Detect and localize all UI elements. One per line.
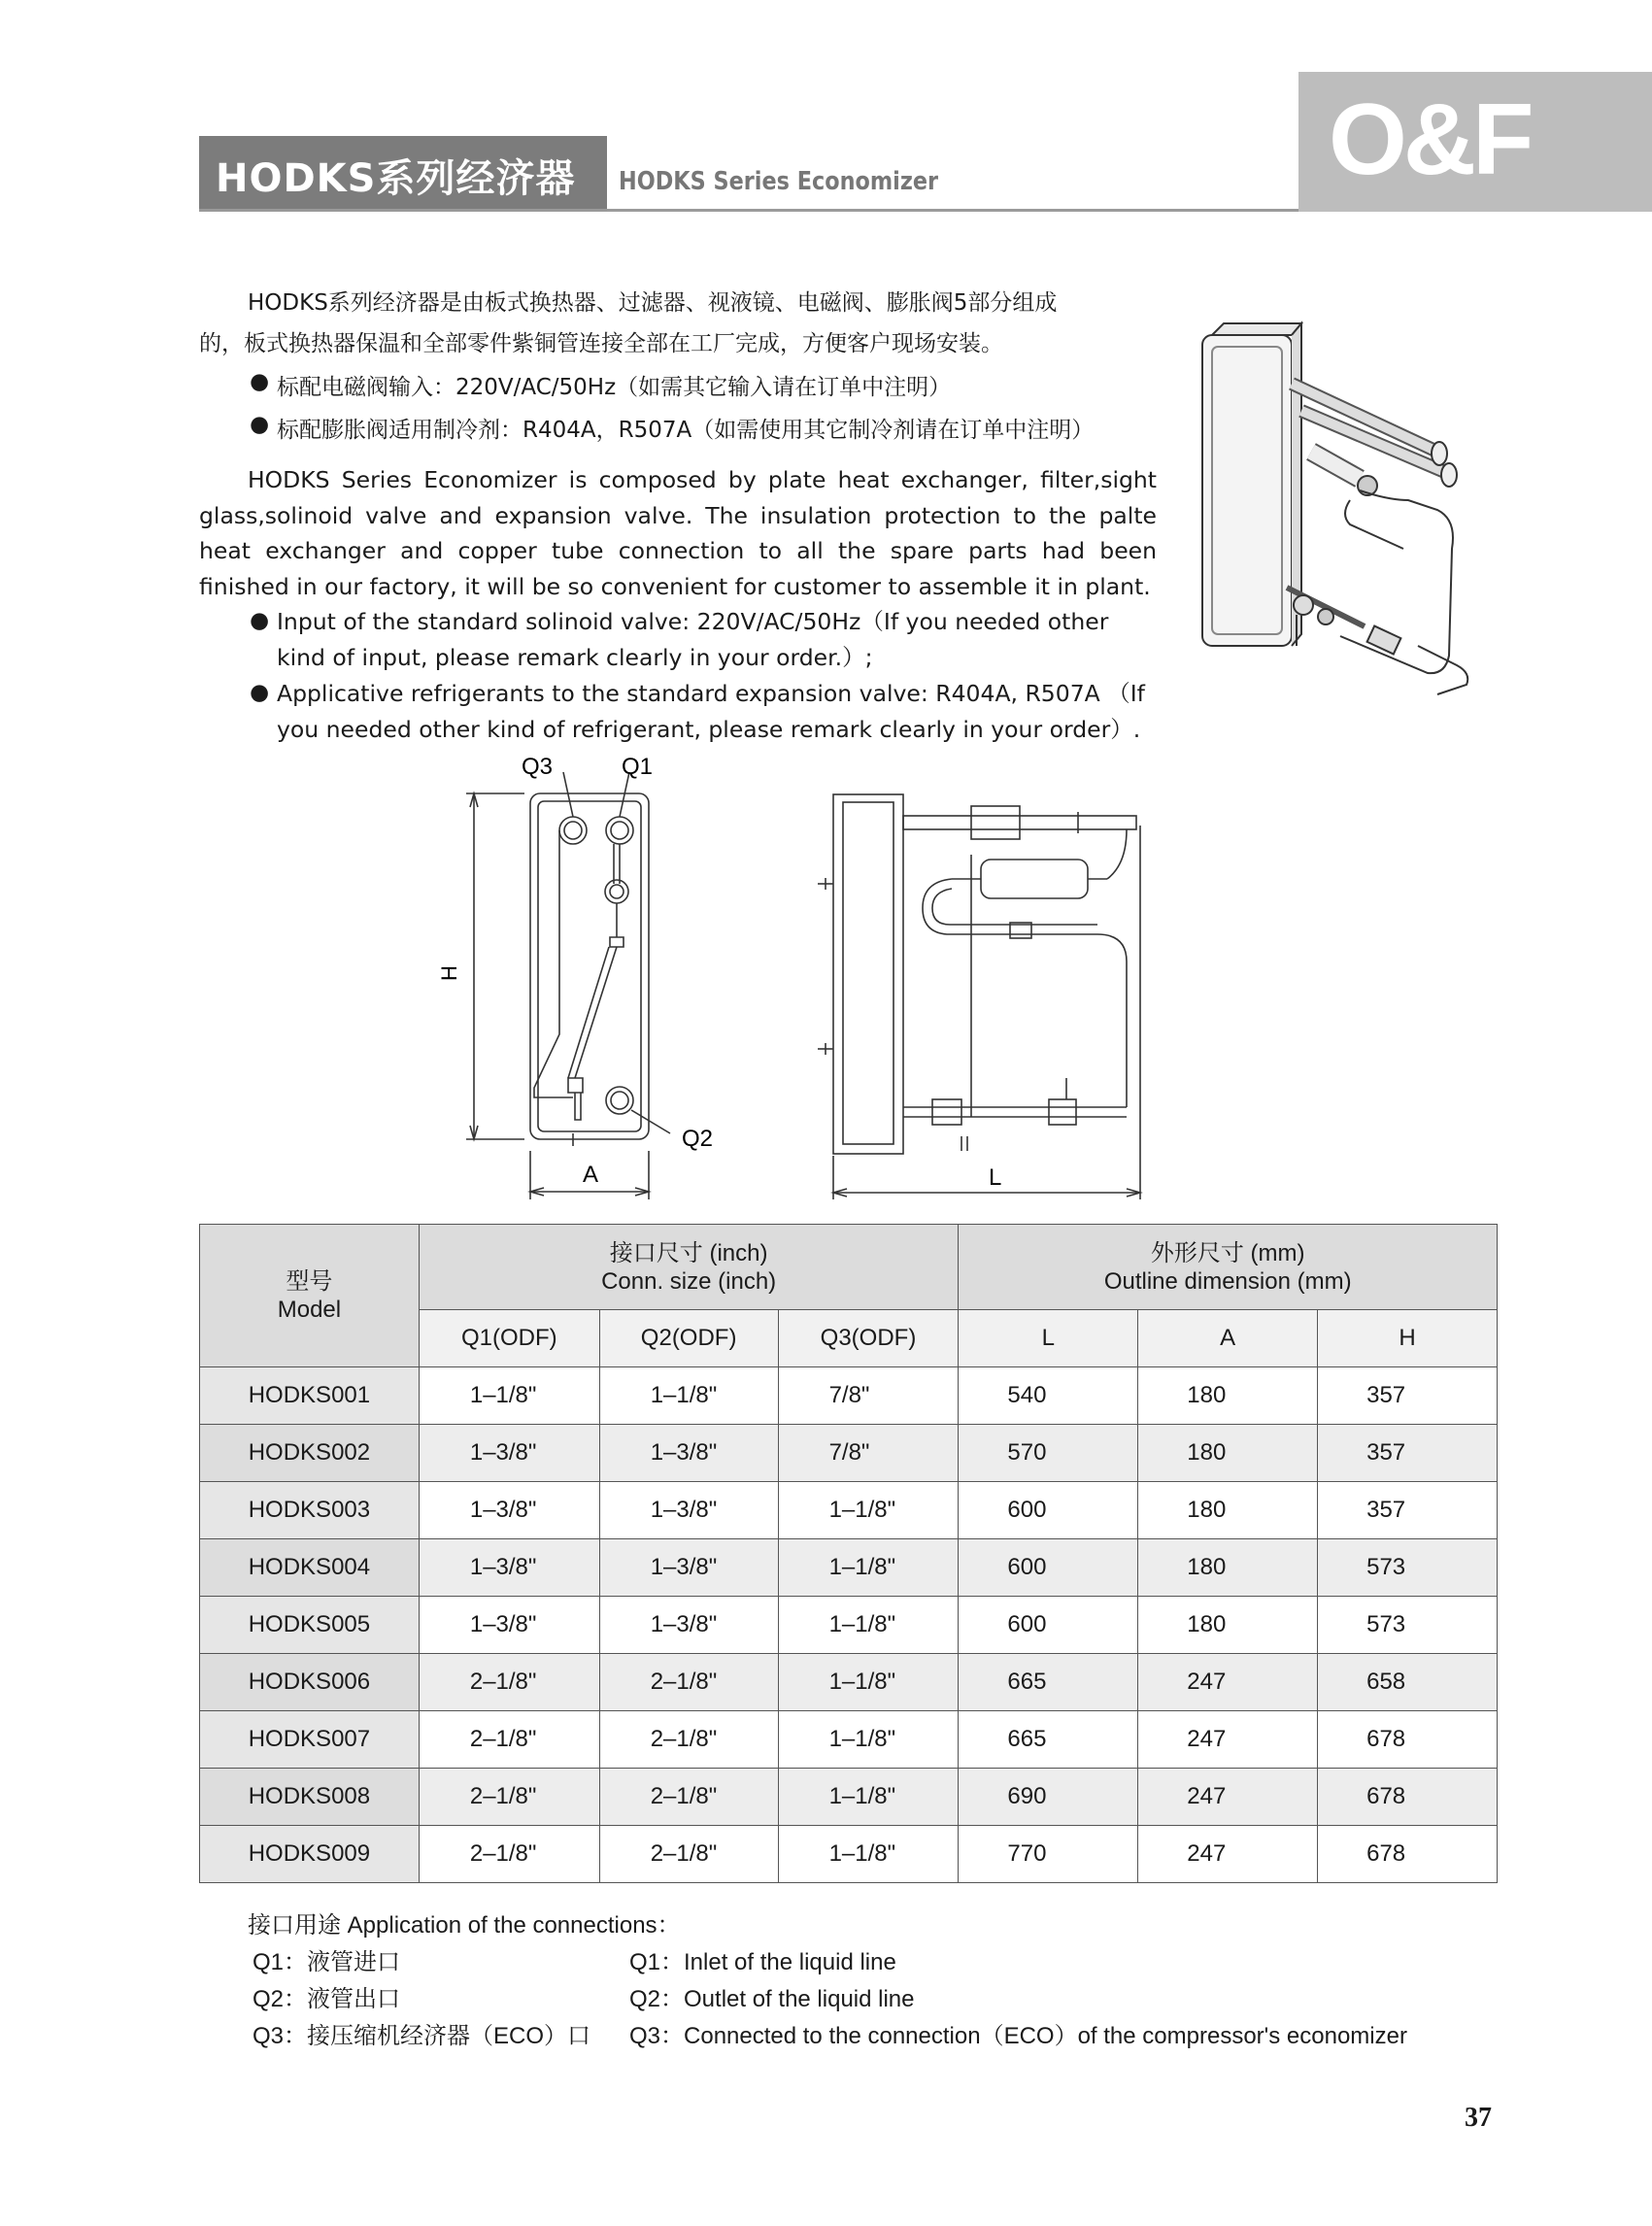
intro-zh-line2: 的，板式换热器保温和全部零件紫铜管连接全部在工厂完成，方便客户现场安装。 bbox=[199, 331, 1003, 356]
table-row bbox=[200, 1482, 1498, 1539]
cell-h: 357 bbox=[1318, 1367, 1498, 1425]
connection-q3-en: Q3：Connected to the connection（ECO）of the compressor's economizer bbox=[629, 2023, 1407, 2049]
header-outline-en: Outline dimension (mm) bbox=[1103, 1267, 1352, 1295]
cell-q2: 1–1/8" bbox=[599, 1367, 778, 1425]
label-h: H bbox=[437, 965, 461, 981]
page-title: HODKS系列经济器 bbox=[216, 156, 576, 201]
cell-q2: 1–3/8" bbox=[599, 1539, 778, 1597]
label-q3: Q3 bbox=[522, 754, 554, 780]
cell-model: HODKS005 bbox=[200, 1597, 420, 1654]
cell-l: 570 bbox=[959, 1425, 1138, 1482]
cell-a: 180 bbox=[1138, 1425, 1318, 1482]
intro-en-bullet-2: Applicative refrigerants to the standard expansion valve: R404A, R507A （If you needed other kind of refrigerant, please remark clearly in your order）. bbox=[277, 680, 1145, 743]
connection-q2-zh: Q2：液管出口 bbox=[253, 1986, 401, 2012]
cell-model: HODKS009 bbox=[200, 1826, 420, 1883]
subheader-q3: Q3(ODF) bbox=[778, 1310, 959, 1367]
table-row bbox=[200, 1597, 1498, 1654]
cell-q3: 7/8" bbox=[778, 1425, 959, 1482]
cell-q3: 1–1/8" bbox=[778, 1826, 959, 1883]
cell-q3: 1–1/8" bbox=[778, 1769, 959, 1826]
label-q2: Q2 bbox=[682, 1126, 714, 1152]
table-row bbox=[200, 1654, 1498, 1711]
connection-q1-zh: Q1：液管进口 bbox=[253, 1949, 401, 1975]
page-number: 37 bbox=[1465, 2103, 1492, 2133]
cell-h: 357 bbox=[1318, 1482, 1498, 1539]
cell-q3: 1–1/8" bbox=[778, 1711, 959, 1769]
header-model-en: Model bbox=[277, 1297, 342, 1323]
table-row bbox=[200, 1367, 1498, 1425]
cell-q1: 1–3/8" bbox=[419, 1482, 599, 1539]
cell-l: 600 bbox=[959, 1597, 1138, 1654]
cell-l: 770 bbox=[959, 1826, 1138, 1883]
cell-h: 573 bbox=[1318, 1539, 1498, 1597]
cell-q3: 7/8" bbox=[778, 1367, 959, 1425]
table-row bbox=[200, 1826, 1498, 1883]
bullet-dot-icon: ● bbox=[250, 608, 270, 633]
subheader-q1: Q1(ODF) bbox=[419, 1310, 599, 1367]
header-outline-zh: 外形尺寸 (mm) bbox=[1150, 1239, 1305, 1266]
cell-model: HODKS003 bbox=[200, 1482, 420, 1539]
cell-q2: 2–1/8" bbox=[599, 1711, 778, 1769]
cell-a: 247 bbox=[1138, 1769, 1318, 1826]
spec-table-body bbox=[200, 1367, 1498, 1883]
intro-en-text: HODKS Series Economizer is composed by plate heat exchanger, filter,sight glass,solinoid valve and expansion valve. The insulation protection to the palte heat exchanger and copper tube connection to all the spare parts had been finished in our factory, it will be so convenient for customer to assemble it in plant. bbox=[199, 466, 1157, 600]
cell-a: 180 bbox=[1138, 1539, 1318, 1597]
cell-q1: 1–3/8" bbox=[419, 1539, 599, 1597]
cell-q1: 1–3/8" bbox=[419, 1425, 599, 1482]
subheader-h: H bbox=[1318, 1310, 1498, 1367]
cell-h: 678 bbox=[1318, 1826, 1498, 1883]
spec-table bbox=[199, 1224, 1498, 1883]
table-header-row bbox=[200, 1225, 1498, 1310]
front-view-drawing bbox=[427, 753, 738, 1209]
cell-model: HODKS007 bbox=[200, 1711, 420, 1769]
cell-a: 180 bbox=[1138, 1367, 1318, 1425]
table-row bbox=[200, 1539, 1498, 1597]
intro-en-paragraph bbox=[199, 462, 1157, 604]
header-model-zh: 型号 bbox=[286, 1268, 333, 1295]
cell-model: HODKS004 bbox=[200, 1539, 420, 1597]
intro-zh-bullet-2: 标配膨胀阀适用制冷剂：R404A，R507A（如需使用其它制冷剂请在订单中注明） bbox=[277, 418, 1095, 443]
cell-l: 600 bbox=[959, 1539, 1138, 1597]
cell-q3: 1–1/8" bbox=[778, 1482, 959, 1539]
cell-q1: 2–1/8" bbox=[419, 1654, 599, 1711]
table-row bbox=[200, 1425, 1498, 1482]
intro-zh-line1: HODKS系列经济器是由板式换热器、过滤器、视液镜、电磁阀、膨胀阀5部分组成 bbox=[248, 290, 1058, 316]
cell-h: 658 bbox=[1318, 1654, 1498, 1711]
subheader-q2: Q2(ODF) bbox=[599, 1310, 778, 1367]
cell-q3: 1–1/8" bbox=[778, 1597, 959, 1654]
side-view-drawing bbox=[816, 787, 1175, 1204]
table-row bbox=[200, 1711, 1498, 1769]
cell-l: 540 bbox=[959, 1367, 1138, 1425]
connection-q1-en: Q1：Inlet of the liquid line bbox=[629, 1949, 896, 1975]
label-l: L bbox=[989, 1164, 1002, 1191]
header-conn-zh: 接口尺寸 (inch) bbox=[609, 1239, 768, 1266]
cell-a: 247 bbox=[1138, 1711, 1318, 1769]
header-conn-en: Conn. size (inch) bbox=[601, 1267, 777, 1295]
cell-q1: 2–1/8" bbox=[419, 1769, 599, 1826]
cell-q3: 1–1/8" bbox=[778, 1654, 959, 1711]
subheader-a: A bbox=[1138, 1310, 1318, 1367]
cell-h: 678 bbox=[1318, 1711, 1498, 1769]
header-model bbox=[200, 1225, 420, 1367]
cell-q2: 2–1/8" bbox=[599, 1769, 778, 1826]
cell-a: 247 bbox=[1138, 1654, 1318, 1711]
label-a: A bbox=[583, 1162, 599, 1188]
cell-l: 665 bbox=[959, 1654, 1138, 1711]
page-subtitle: HODKS Series Economizer bbox=[619, 167, 939, 196]
cell-model: HODKS002 bbox=[200, 1425, 420, 1482]
connection-q2-en: Q2：Outlet of the liquid line bbox=[629, 1986, 915, 2012]
cell-q1: 2–1/8" bbox=[419, 1711, 599, 1769]
cell-a: 180 bbox=[1138, 1597, 1318, 1654]
cell-q3: 1–1/8" bbox=[778, 1539, 959, 1597]
bullet-dot-icon: ● bbox=[250, 412, 270, 437]
header-outline bbox=[959, 1225, 1498, 1310]
header-rule bbox=[199, 209, 1298, 212]
bullet-dot-icon: ● bbox=[250, 680, 270, 705]
cell-l: 690 bbox=[959, 1769, 1138, 1826]
intro-en-bullet-1: Input of the standard solinoid valve: 220V/AC/50Hz（If you needed other kind of input, please remark clearly in your order.）; bbox=[277, 608, 1109, 671]
header-conn-size bbox=[419, 1225, 959, 1310]
cell-q2: 1–3/8" bbox=[599, 1597, 778, 1654]
connection-q3-zh: Q3：接压缩机经济器（ECO）口 bbox=[253, 2023, 591, 2049]
cell-model: HODKS008 bbox=[200, 1769, 420, 1826]
cell-q1: 2–1/8" bbox=[419, 1826, 599, 1883]
subheader-l: L bbox=[959, 1310, 1138, 1367]
cell-l: 600 bbox=[959, 1482, 1138, 1539]
cell-h: 573 bbox=[1318, 1597, 1498, 1654]
cell-q1: 1–3/8" bbox=[419, 1597, 599, 1654]
connections-heading: 接口用途 Application of the connections： bbox=[248, 1912, 681, 1939]
cell-h: 357 bbox=[1318, 1425, 1498, 1482]
intro-zh-bullet-1: 标配电磁阀输入：220V/AC/50Hz（如需其它输入请在订单中注明） bbox=[277, 375, 952, 400]
brand-logo: O&F bbox=[1329, 84, 1531, 196]
cell-a: 180 bbox=[1138, 1482, 1318, 1539]
cell-q1: 1–1/8" bbox=[419, 1367, 599, 1425]
cell-q2: 2–1/8" bbox=[599, 1654, 778, 1711]
cell-model: HODKS006 bbox=[200, 1654, 420, 1711]
cell-a: 247 bbox=[1138, 1826, 1318, 1883]
cell-model: HODKS001 bbox=[200, 1367, 420, 1425]
cell-l: 665 bbox=[959, 1711, 1138, 1769]
cell-q2: 2–1/8" bbox=[599, 1826, 778, 1883]
product-illustration bbox=[1195, 306, 1496, 714]
cell-h: 678 bbox=[1318, 1769, 1498, 1826]
table-row bbox=[200, 1769, 1498, 1826]
cell-q2: 1–3/8" bbox=[599, 1425, 778, 1482]
cell-q2: 1–3/8" bbox=[599, 1482, 778, 1539]
bullet-dot-icon: ● bbox=[250, 369, 270, 394]
label-q1: Q1 bbox=[622, 754, 654, 780]
